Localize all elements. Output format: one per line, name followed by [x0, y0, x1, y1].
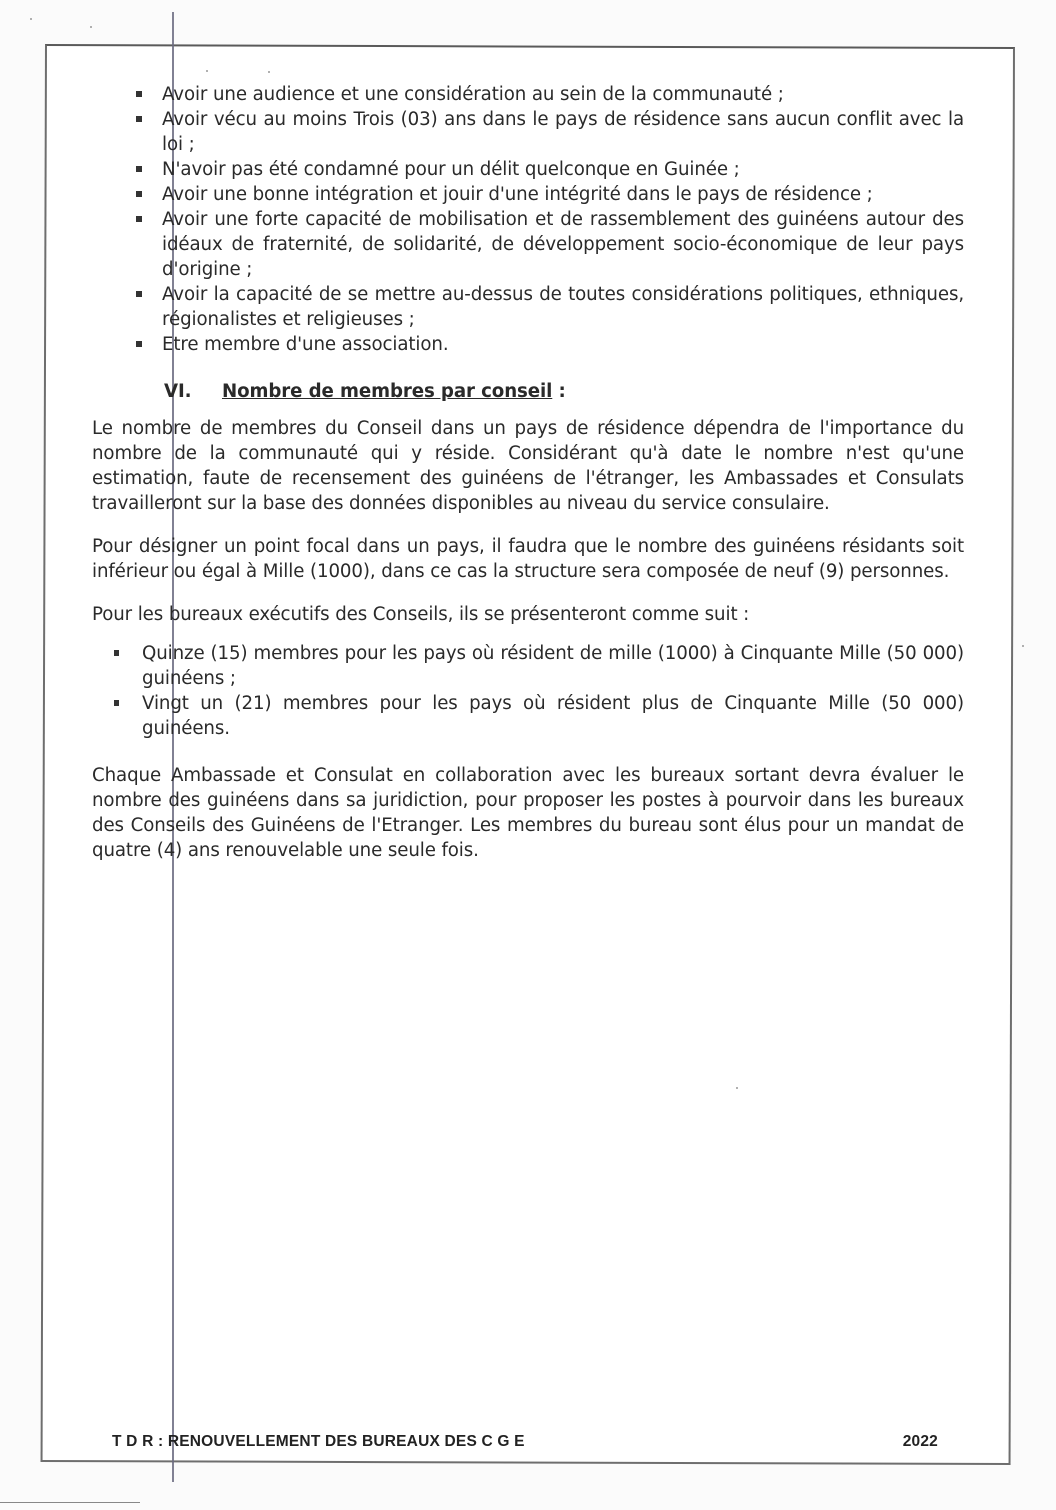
scan-speck	[90, 26, 92, 28]
section-number: VI.	[164, 381, 192, 402]
page-footer	[112, 1433, 938, 1451]
member-count-list	[92, 641, 964, 741]
scan-speck	[206, 70, 208, 72]
paragraph-bureaux-intro: Pour les bureaux exécutifs des Conseils, ils se présenteront comme suit :	[92, 604, 750, 625]
paragraph-intro: Le nombre de membres du Conseil dans un pays de résidence dépendra de l'importance du nombre de la communauté qui y réside. Considérant qu'à date le nombre n'est qu'une estimation, faute de recensement des guinéens de l'étranger, les Ambassades et Consulats travailleront sur la base des données disponibles au niveau du service consulaire.	[92, 418, 964, 514]
scan-speck	[1022, 645, 1024, 647]
paragraph-closing: Chaque Ambassade et Consulat en collaboration avec les bureaux sortant devra évaluer le nombre des guinéens dans sa juridiction, pour proposer les postes à pourvoir dans les bureaux des Conseils des Guinéens de l'Etranger. Les membres du bureau sont élus pour un mandat de quatre (4) ans renouvelable une seule fois.	[92, 765, 964, 861]
criteria-item: Avoir une audience et une considération au sein de la communauté ;	[92, 82, 964, 107]
criteria-item: Avoir la capacité de se mettre au-dessus de toutes considérations politiques, ethniques, régionalistes et religieuses ;	[92, 282, 964, 332]
eligibility-criteria-list	[92, 82, 964, 357]
criteria-item: Avoir une bonne intégration et jouir d'une intégrité dans le pays de résidence ;	[92, 182, 964, 207]
footer-year: 2022	[902, 1433, 938, 1450]
section-title: Nombre de membres par conseil	[222, 381, 553, 402]
criteria-item: Avoir une forte capacité de mobilisation et de rassemblement des guinéens autour des idéaux de fraternité, de solidarité, de développement socio-économique de leur pays d'origine ;	[92, 207, 964, 282]
member-count-item: Vingt un (21) membres pour les pays où résident plus de Cinquante Mille (50 000) guinéens.	[92, 691, 964, 741]
paragraph-focal-point: Pour désigner un point focal dans un pays, il faudra que le nombre des guinéens résidants soit inférieur ou égal à Mille (1000), dans ce cas la structure sera composée de neuf (9) personnes.	[92, 536, 964, 582]
scan-artifact-rule	[0, 1502, 140, 1503]
member-count-item: Quinze (15) membres pour les pays où résident de mille (1000) à Cinquante Mille (50 000) guinéens ;	[92, 641, 964, 691]
section-title-suffix: :	[552, 381, 566, 402]
criteria-item: N'avoir pas été condamné pour un délit quelconque en Guinée ;	[92, 157, 964, 182]
criteria-item: Etre membre d'une association.	[92, 332, 964, 357]
scan-speck	[30, 18, 32, 20]
section-heading	[164, 379, 964, 404]
document-body	[92, 82, 964, 881]
scan-speck	[736, 1087, 738, 1089]
scan-speck	[268, 71, 270, 73]
criteria-item: Avoir vécu au moins Trois (03) ans dans le pays de résidence sans aucun conflit avec la loi ;	[92, 107, 964, 157]
footer-title: T D R : RENOUVELLEMENT DES BUREAUX DES C G E	[112, 1433, 525, 1450]
